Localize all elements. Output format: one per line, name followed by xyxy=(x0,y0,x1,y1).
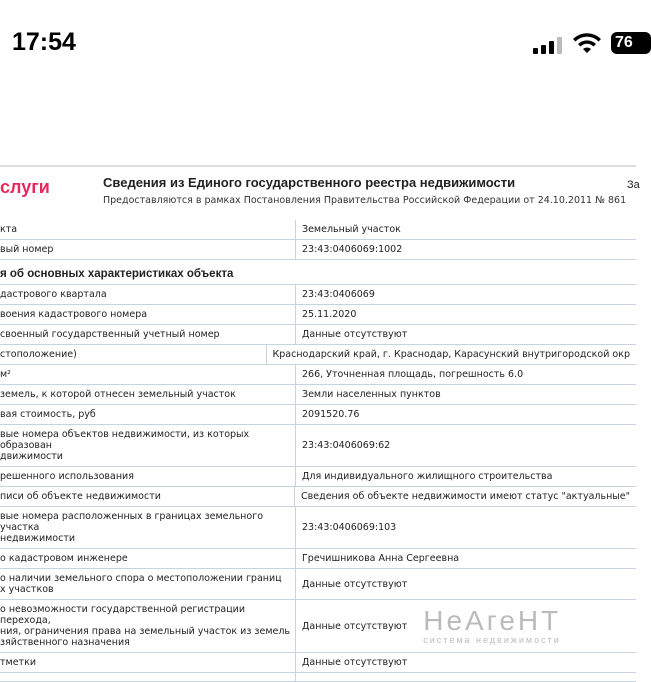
watermark xyxy=(423,607,561,645)
table-row xyxy=(0,569,636,600)
table-row xyxy=(0,365,636,385)
table-row xyxy=(0,653,636,673)
row-value: 266, Уточненная площадь, погрешность 6.0 xyxy=(302,369,524,380)
row-label: своенный государственный учетный номер xyxy=(0,325,296,344)
table-row xyxy=(0,385,636,405)
table-row xyxy=(0,285,636,305)
row-value: Данные отсутствуют xyxy=(302,657,408,668)
document-subtitle: Предоставляются в рамках Постановления Правительства Российской Федерации от 24.10.2011 № 861 xyxy=(103,195,627,206)
row-value: Данные отсутствуют xyxy=(302,578,408,590)
row-label: дастрового квартала xyxy=(0,285,296,304)
battery-icon: 76 xyxy=(611,32,651,54)
table-row xyxy=(0,507,636,549)
row-label: о кадастровом инженере xyxy=(0,549,296,568)
table-row xyxy=(0,305,636,325)
row-value: 23:43:0406069 xyxy=(302,289,375,300)
table-row xyxy=(0,405,636,425)
corner-text: За xyxy=(627,179,640,191)
row-label: писи об объекте недвижимости xyxy=(0,487,295,506)
table-row xyxy=(0,549,636,569)
gosuslugi-logo: слуги xyxy=(0,177,50,197)
table-row xyxy=(0,345,636,365)
clock: 17:54 xyxy=(12,28,76,56)
status-bar xyxy=(0,0,636,90)
row-value: Гречишникова Анна Сергеевна xyxy=(302,553,460,564)
document xyxy=(0,165,640,668)
row-value: 23:43:0406069:103 xyxy=(302,522,397,533)
row-label: о наличии земельного спора о местоположении границ х участков xyxy=(0,569,296,599)
table-row xyxy=(0,487,636,507)
row-label: вый номер xyxy=(0,240,296,259)
wifi-icon xyxy=(573,33,601,55)
row-label: воения кадастрового номера xyxy=(0,305,296,324)
row-value: Краснодарский край, г. Краснодар, Карасунский внутригородской окр xyxy=(272,349,630,360)
row-value xyxy=(296,673,636,681)
row-value: 2091520.76 xyxy=(302,409,360,420)
row-value: Для индивидуального жилищного строительства xyxy=(302,471,553,482)
row-value: 23:43:0406069:62 xyxy=(302,440,391,451)
row-value: Земли населенных пунктов xyxy=(302,389,441,400)
table-row xyxy=(0,467,636,487)
row-value: Земельный участок xyxy=(302,224,401,235)
row-label: м² xyxy=(0,365,296,384)
watermark-sub: система недвижимости xyxy=(423,635,561,645)
row-label xyxy=(0,673,296,681)
row-label: решенного использования xyxy=(0,467,296,486)
row-label: земель, к которой отнесен земельный участок xyxy=(0,385,296,404)
row-value: Данные отсутствуют НеАгеНТ система недвижимости xyxy=(302,605,562,645)
info-table xyxy=(0,220,636,682)
table-row xyxy=(0,240,636,260)
row-label: кта xyxy=(0,220,296,239)
row-label: тметки xyxy=(0,653,296,672)
row-label: вые номера расположенных в границах земельного участка недвижимости xyxy=(0,507,296,548)
table-row xyxy=(0,600,636,653)
row-label: о невозможности государственной регистрации перехода, ния, ограничения права на земельный участок из земель зяйственного назначения xyxy=(0,600,296,652)
table-row xyxy=(0,220,636,240)
row-value: 25.11.2020 xyxy=(302,309,357,320)
watermark-main: НеАгеНТ xyxy=(423,605,562,636)
table-row xyxy=(0,425,636,467)
row-label: стоположение) xyxy=(0,345,267,364)
table-row xyxy=(0,325,636,345)
section-title: я об основных характеристиках объекта xyxy=(0,260,636,285)
document-title: Сведения из Единого государственного реестра недвижимости xyxy=(103,175,516,190)
row-value: Сведения об объекте недвижимости имеют статус "актуальные" xyxy=(301,491,630,502)
row-value: 23:43:0406069:1002 xyxy=(302,244,403,255)
row-label: вые номера объектов недвижимости, из которых образован движимости xyxy=(0,425,296,466)
cellular-signal-icon xyxy=(533,37,562,54)
table-row xyxy=(0,673,636,682)
row-value: Данные отсутствуют xyxy=(302,329,408,340)
row-label: вая стоимость, руб xyxy=(0,405,296,424)
